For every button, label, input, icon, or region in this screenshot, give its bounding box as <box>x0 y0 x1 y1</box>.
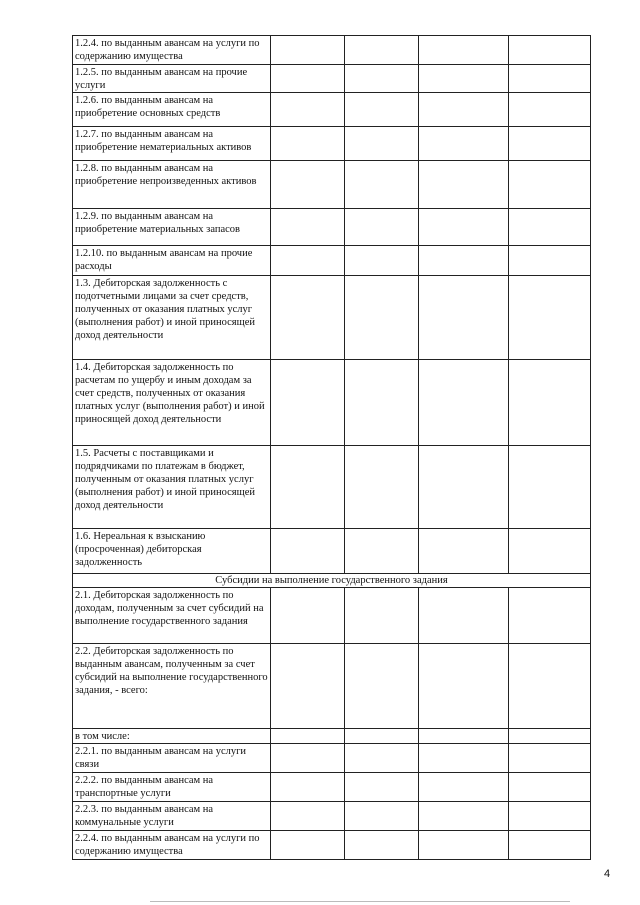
empty-value-cell <box>270 276 344 360</box>
empty-value-cell <box>344 246 418 276</box>
empty-value-cell <box>344 644 418 729</box>
empty-value-cell <box>270 161 344 209</box>
empty-value-cell <box>270 93 344 127</box>
table-row <box>73 729 591 744</box>
page-number: 4 <box>604 868 611 880</box>
table-row <box>73 529 591 574</box>
empty-value-cell <box>508 744 590 773</box>
empty-value-cell <box>270 831 344 860</box>
empty-value-cell <box>270 729 344 744</box>
row-label: 2.2.2. по выданным авансам на транспортные услуги <box>73 773 271 802</box>
empty-value-cell <box>418 831 508 860</box>
empty-value-cell <box>418 161 508 209</box>
table-row <box>73 446 591 529</box>
empty-value-cell <box>270 588 344 644</box>
empty-value-cell <box>344 209 418 246</box>
row-label: 2.2.1. по выданным авансам на услуги связи <box>73 744 271 773</box>
section-header-row <box>73 574 591 588</box>
empty-value-cell <box>270 127 344 161</box>
empty-value-cell <box>418 773 508 802</box>
empty-value-cell <box>418 360 508 446</box>
page-bottom-rule <box>150 901 570 902</box>
row-label: 1.2.10. по выданным авансам на прочие расходы <box>73 246 271 276</box>
empty-value-cell <box>344 729 418 744</box>
table-row <box>73 209 591 246</box>
empty-value-cell <box>344 773 418 802</box>
table-row <box>73 644 591 729</box>
empty-value-cell <box>418 93 508 127</box>
row-label: 1.2.9. по выданным авансам на приобретение материальных запасов <box>73 209 271 246</box>
empty-value-cell <box>344 360 418 446</box>
table-row <box>73 65 591 93</box>
row-label: 1.2.6. по выданным авансам на приобретение основных средств <box>73 93 271 127</box>
empty-value-cell <box>270 446 344 529</box>
empty-value-cell <box>418 246 508 276</box>
empty-value-cell <box>418 36 508 65</box>
row-label: 1.3. Дебиторская задолженность с подотчетными лицами за счет средств, полученных от оказания платных услуг (выполнения работ) и иной приносящей доход деятельности <box>73 276 271 360</box>
empty-value-cell <box>270 644 344 729</box>
empty-value-cell <box>418 588 508 644</box>
empty-value-cell <box>508 93 590 127</box>
table-row <box>73 360 591 446</box>
empty-value-cell <box>508 773 590 802</box>
debt-report-table <box>72 35 591 860</box>
empty-value-cell <box>270 360 344 446</box>
row-label: 1.6. Нереальная к взысканию (просроченная) дебиторская задолженность <box>73 529 271 574</box>
empty-value-cell <box>418 529 508 574</box>
empty-value-cell <box>508 729 590 744</box>
empty-value-cell <box>418 65 508 93</box>
empty-value-cell <box>508 65 590 93</box>
empty-value-cell <box>344 36 418 65</box>
empty-value-cell <box>508 276 590 360</box>
empty-value-cell <box>418 209 508 246</box>
empty-value-cell <box>508 360 590 446</box>
row-label: 1.2.8. по выданным авансам на приобретение непроизведенных активов <box>73 161 271 209</box>
empty-value-cell <box>418 744 508 773</box>
empty-value-cell <box>508 209 590 246</box>
row-label: 1.2.5. по выданным авансам на прочие услуги <box>73 65 271 93</box>
empty-value-cell <box>344 529 418 574</box>
empty-value-cell <box>344 802 418 831</box>
empty-value-cell <box>270 209 344 246</box>
empty-value-cell <box>418 446 508 529</box>
row-label: 1.5. Расчеты с поставщиками и подрядчиками по платежам в бюджет, полученным от оказания платных услуг (выполнения работ) и иной приносящей доход деятельности <box>73 446 271 529</box>
table-row <box>73 831 591 860</box>
empty-value-cell <box>344 161 418 209</box>
table-row <box>73 93 591 127</box>
section-title: Субсидии на выполнение государственного задания <box>73 574 591 588</box>
table-row <box>73 276 591 360</box>
table-row <box>73 744 591 773</box>
empty-value-cell <box>508 644 590 729</box>
row-label: 1.2.7. по выданным авансам на приобретение нематериальных активов <box>73 127 271 161</box>
empty-value-cell <box>344 276 418 360</box>
empty-value-cell <box>508 588 590 644</box>
row-label: 2.1. Дебиторская задолженность по доходам, полученным за счет субсидий на выполнение государственного задания <box>73 588 271 644</box>
empty-value-cell <box>418 276 508 360</box>
empty-value-cell <box>508 529 590 574</box>
empty-value-cell <box>508 161 590 209</box>
empty-value-cell <box>270 773 344 802</box>
empty-value-cell <box>508 246 590 276</box>
empty-value-cell <box>344 588 418 644</box>
table-row <box>73 588 591 644</box>
row-label: 2.2.4. по выданным авансам на услуги по содержанию имущества <box>73 831 271 860</box>
empty-value-cell <box>270 65 344 93</box>
row-label: в том числе: <box>73 729 271 744</box>
row-label: 2.2.3. по выданным авансам на коммунальные услуги <box>73 802 271 831</box>
empty-value-cell <box>270 246 344 276</box>
row-label: 1.2.4. по выданным авансам на услуги по содержанию имущества <box>73 36 271 65</box>
empty-value-cell <box>508 36 590 65</box>
table-row <box>73 802 591 831</box>
empty-value-cell <box>344 744 418 773</box>
empty-value-cell <box>344 127 418 161</box>
empty-value-cell <box>344 65 418 93</box>
empty-value-cell <box>270 744 344 773</box>
empty-value-cell <box>418 127 508 161</box>
empty-value-cell <box>508 446 590 529</box>
table-row <box>73 127 591 161</box>
empty-value-cell <box>344 446 418 529</box>
table-row <box>73 161 591 209</box>
table-body <box>73 36 591 860</box>
empty-value-cell <box>508 127 590 161</box>
empty-value-cell <box>418 802 508 831</box>
row-label: 1.4. Дебиторская задолженность по расчетам по ущербу и иным доходам за счет средств, полученных от оказания платных услуг (выполнения работ) и иной приносящей доход деятельности <box>73 360 271 446</box>
empty-value-cell <box>344 93 418 127</box>
empty-value-cell <box>344 831 418 860</box>
table-row <box>73 773 591 802</box>
empty-value-cell <box>270 802 344 831</box>
table-row <box>73 246 591 276</box>
empty-value-cell <box>508 802 590 831</box>
table-row <box>73 36 591 65</box>
row-label: 2.2. Дебиторская задолженность по выданным авансам, полученным за счет субсидий на выполнение государственного задания, - всего: <box>73 644 271 729</box>
empty-value-cell <box>508 831 590 860</box>
empty-value-cell <box>418 729 508 744</box>
empty-value-cell <box>270 529 344 574</box>
empty-value-cell <box>418 644 508 729</box>
empty-value-cell <box>270 36 344 65</box>
